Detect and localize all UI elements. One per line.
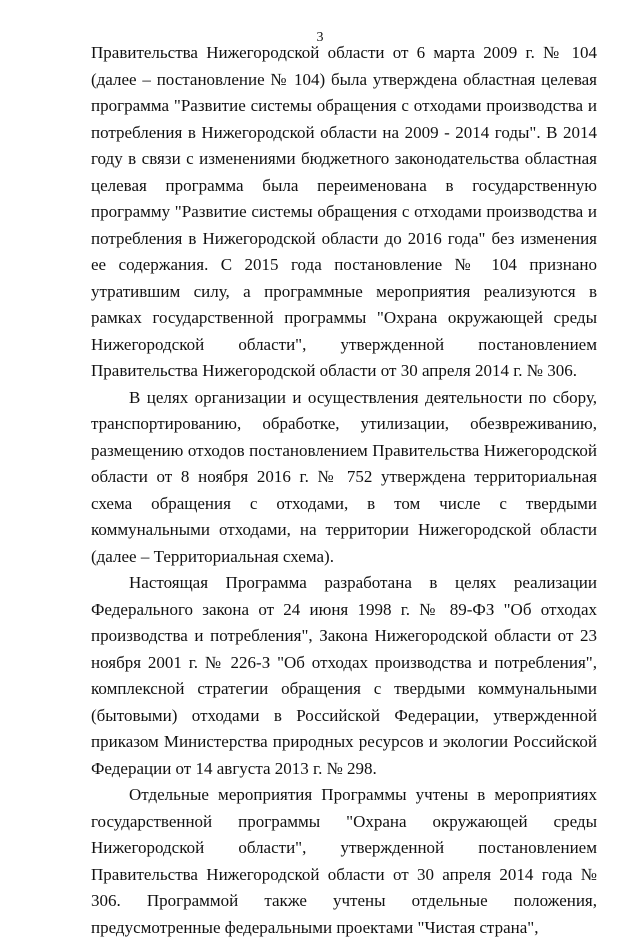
paragraph-program-measures: Отдельные мероприятия Программы учтены в мероприятиях государственной программы "Охрана окружающей среды Нижегородской области", утвержденной постановлением Правительства Нижегородской области от 30 апреля 2014 года № 306. Программой также учтены отдельные положения, предусмотренные федеральными проектами "Чистая страна", bbox=[91, 785, 597, 937]
paragraph-territorial-scheme: В целях организации и осуществления деятельности по сбору, транспортированию, обработке, утилизации, обезвреживанию, размещению отходов постановлением Правительства Нижегородской области от 8 ноября 2016 г. № 752 утверждена территориальная схема обращения с отходами, в том числе с твердыми коммунальными отходами, на территории Нижегородской области (далее – Территориальная схема). bbox=[91, 387, 597, 566]
paragraph-continuation: Правительства Нижегородской области от 6 марта 2009 г. № 104 (далее – постановление № 104) была утверждена областная целевая программа "Развитие системы обращения с отходами производства и потребления в Нижегородской области на 2009 - 2014 годы". В 2014 году в связи с изменениями бюджетного законодательства областная целевая программа была переименована в государственную программу "Развитие системы обращения с отходами производства и потребления в Нижегородской области до 2016 года" без изменения ее содержания. С 2015 года постановление № 104 признано утратившим силу, а программные мероприятия реализуются в рамках государственной программы "Охрана окружающей среды Нижегородской области", утвержденной постановлением Правительства Нижегородской области от 30 апреля 2014 г. № 306. bbox=[91, 43, 597, 380]
page-number: 3 bbox=[316, 30, 324, 45]
paragraph-program-purpose: Настоящая Программа разработана в целях реализации Федерального закона от 24 июня 1998 г. № 89-ФЗ "Об отходах производства и потребления", Закона Нижегородской области от 23 ноября 2001 г. № 226-З "Об отходах производства и потребления", комплексной стратегии обращения с твердыми коммунальными (бытовыми) отходами в Российской Федерации, утвержденной приказом Министерства природных ресурсов и экологии Российской Федерации от 14 августа 2013 г. № 298. bbox=[91, 573, 597, 778]
document-body bbox=[91, 40, 597, 941]
